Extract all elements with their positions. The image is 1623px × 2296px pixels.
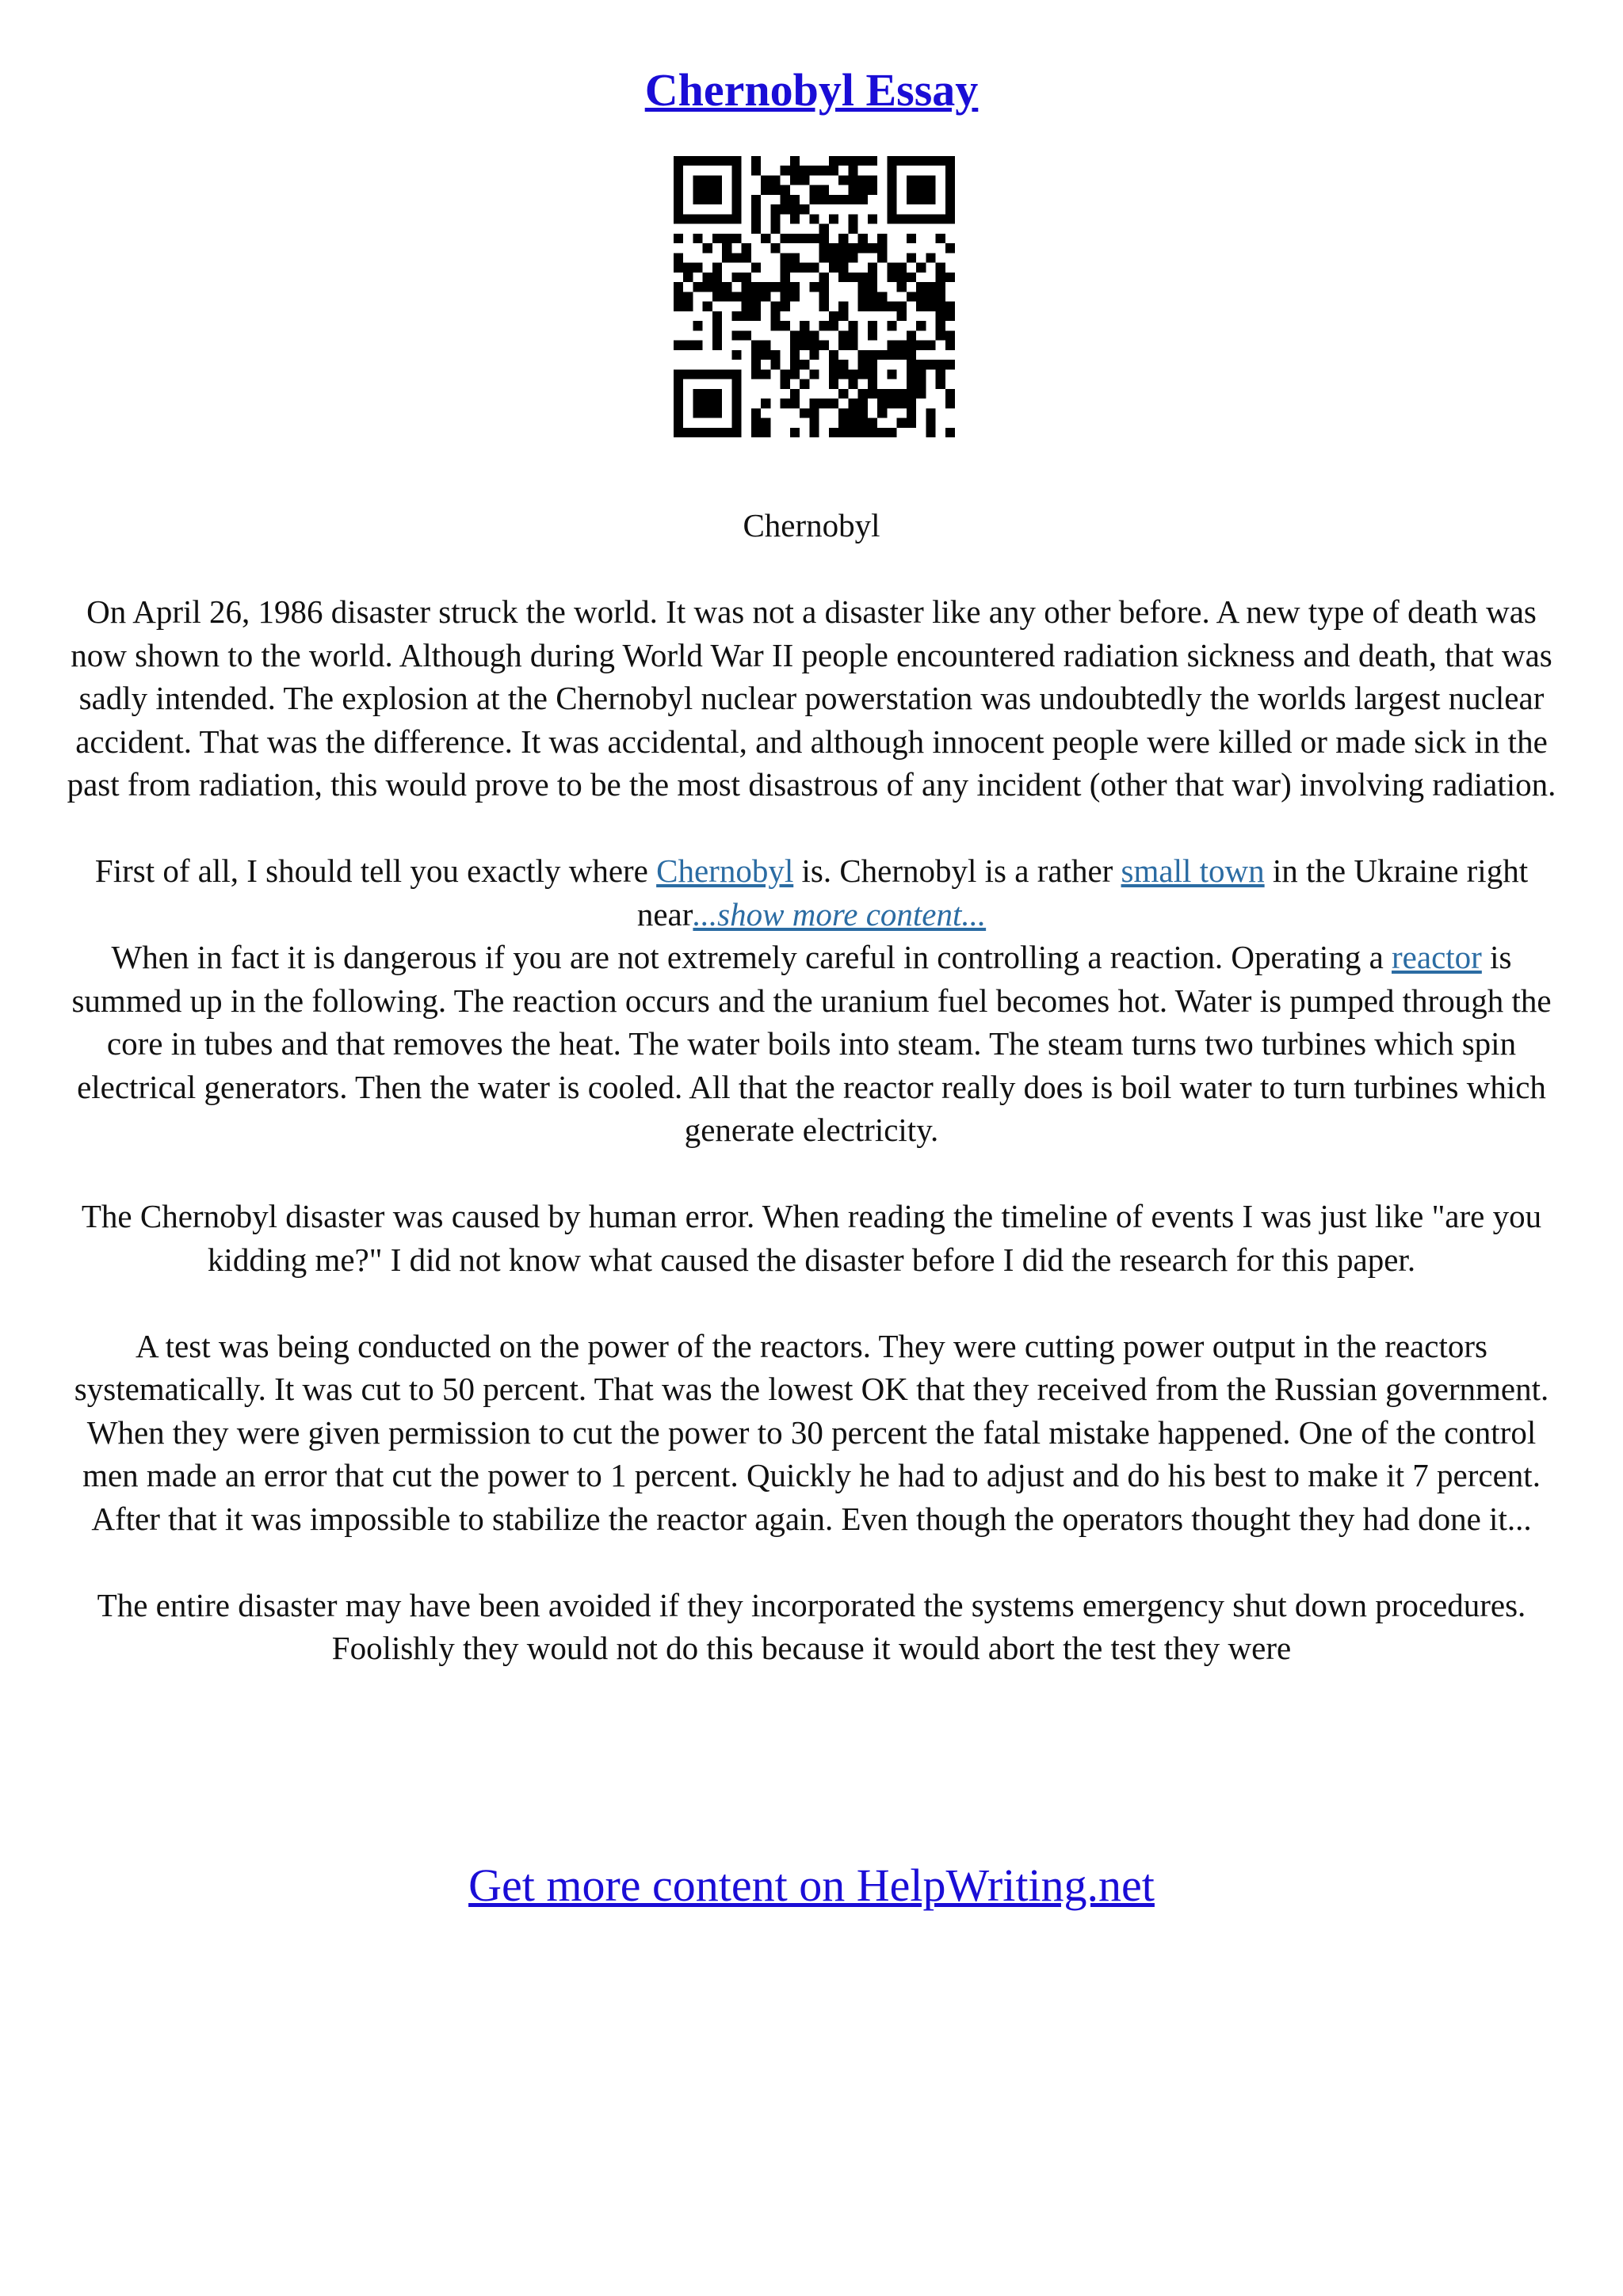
reactor-link[interactable]: reactor bbox=[1392, 939, 1482, 975]
paragraph-2-text-3: in the Ukraine right near bbox=[636, 852, 1529, 933]
title-link[interactable]: Chernobyl Essay bbox=[644, 64, 979, 116]
paragraph-4: The Chernobyl disaster was caused by human error. When reading the timeline of events I was just like "are you kidding me?" I did not know what caused the disaster before I did the research for this paper. bbox=[81, 1198, 1542, 1278]
paragraph-3-text-1: When in fact it is dangerous if you are not extremely careful in controlling a reaction. Operating a bbox=[111, 939, 1392, 975]
show-more-link[interactable]: ...show more content... bbox=[693, 895, 987, 933]
essay-heading: Chernobyl bbox=[743, 507, 880, 543]
small-town-link[interactable]: small town bbox=[1121, 852, 1265, 889]
paragraph-2 bbox=[55, 849, 1568, 936]
chernobyl-link[interactable]: Chernobyl bbox=[656, 852, 794, 889]
paragraph-5: A test was being conducted on the power of the reactors. They were cutting power output in the reactors systematically. It was cut to 50 percent. That was the lowest OK that they received from the Russian government. When they were given permission to cut the power to 30 percent the fatal mistake happened. One of the control men made an error that cut the power to 1 percent. Quickly he had to adjust and do his best to make it 7 percent. After that it was impossible to stabilize the reactor again. Even though the operators thought they had done it... bbox=[74, 1327, 1549, 1537]
paragraph-2-text-1: First of all, I should tell you exactly where bbox=[94, 852, 657, 889]
paragraph-6: The entire disaster may have been avoided if they incorporated the systems emergency shut down procedures. Foolishly they would not do this because it would abort the test they were bbox=[97, 1586, 1526, 1666]
footer bbox=[0, 1854, 1623, 1917]
paragraph-3-text-2: is summed up in the following. The reaction occurs and the uranium fuel becomes hot. Water is pumped through the core in tubes and that removes the heat. The water boils into steam. The steam turns two turbines which spin electrical generators. Then the water is cooled. All that the reactor really does is boil water to turn turbines which generate electricity. bbox=[71, 939, 1552, 1148]
paragraph-2-text-2: is. Chernobyl is a rather bbox=[793, 852, 1121, 889]
page-title bbox=[0, 59, 1623, 122]
paragraph-3 bbox=[55, 936, 1568, 1152]
qr-code bbox=[674, 156, 955, 437]
qr-code-image bbox=[674, 156, 955, 437]
paragraph-1: On April 26, 1986 disaster struck the world. It was not a disaster like any other before. A new type of death was now shown to the world. Although during World War II people encountered radiation sickness and death, that was sadly intended. The explosion at the Chernobyl nuclear powerstation was undoubtedly the worlds largest nuclear accident. That was the difference. It was accidental, and although innocent people were killed or made sick in the past from radiation, this would prove to be the most disastrous of any incident (other that war) involving radiation. bbox=[67, 593, 1556, 803]
essay-body bbox=[55, 504, 1568, 1670]
helpwriting-link[interactable]: Get more content on HelpWriting.net bbox=[468, 1859, 1155, 1911]
